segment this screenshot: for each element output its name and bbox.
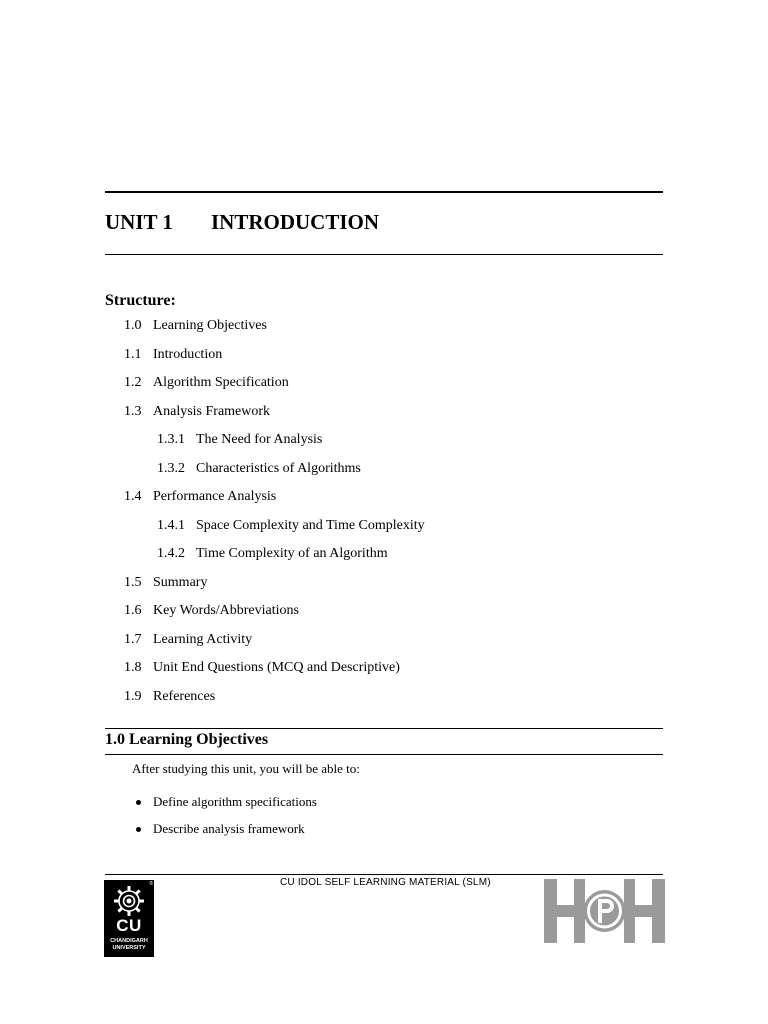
structure-item-label: References [153, 689, 216, 704]
structure-item-number: 1.4.1 [157, 518, 185, 533]
bullet-dot-icon [136, 800, 141, 805]
registered-mark: ® [149, 881, 153, 887]
section-bottom-rule [105, 754, 663, 755]
structure-item [124, 688, 215, 706]
structure-item [124, 631, 252, 649]
structure-item-number: 1.8 [124, 660, 142, 675]
structure-heading: Structure: [105, 292, 176, 309]
structure-item-number: 1.4.2 [157, 546, 185, 561]
footer-rule [105, 874, 663, 875]
structure-item-label: Space Complexity and Time Complexity [196, 518, 425, 533]
structure-item-number: 1.3 [124, 404, 142, 419]
structure-item-number: 1.9 [124, 689, 142, 704]
objective-text: Define algorithm specifications [153, 794, 317, 809]
structure-item-number: 1.3.1 [157, 432, 185, 447]
structure-item [157, 460, 361, 478]
structure-item-label: Learning Activity [153, 632, 253, 647]
title-bottom-rule [105, 254, 663, 255]
structure-item [124, 602, 299, 620]
structure-item [124, 659, 400, 677]
structure-item-label: Analysis Framework [153, 404, 271, 419]
chandigarh-university-logo [104, 880, 154, 957]
structure-item-label: Time Complexity of an Algorithm [196, 546, 388, 561]
structure-item [124, 403, 270, 421]
objective-bullet [136, 821, 305, 837]
structure-item-number: 1.3.2 [157, 461, 185, 476]
structure-item [124, 317, 267, 335]
structure-item-number: 1.7 [124, 632, 142, 647]
structure-item-label: Unit End Questions (MCQ and Descriptive) [153, 660, 400, 675]
section-heading: 1.0 Learning Objectives [105, 731, 269, 748]
structure-item [124, 574, 207, 592]
structure-item-number: 1.5 [124, 575, 142, 590]
bullet-dot-icon [136, 827, 141, 832]
footer-text: CU IDOL SELF LEARNING MATERIAL (SLM) [280, 877, 491, 888]
structure-item-label: Learning Objectives [153, 318, 267, 333]
structure-item-label: Performance Analysis [153, 489, 277, 504]
structure-item [157, 545, 388, 563]
structure-item-label: Key Words/Abbreviations [153, 603, 299, 618]
structure-item [124, 488, 276, 506]
objective-text: Describe analysis framework [153, 821, 305, 836]
unit-name: INTRODUCTION [211, 210, 380, 234]
logo-university-name [104, 938, 154, 952]
objectives-intro: After studying this unit, you will be able to: [132, 761, 360, 776]
logo-abbr: CU [116, 916, 142, 935]
section-top-rule [105, 728, 663, 729]
gear-emblem-icon [112, 884, 146, 918]
structure-item-number: 1.0 [124, 318, 142, 333]
top-rule [105, 191, 663, 193]
structure-item-number: 1.4 [124, 489, 142, 504]
structure-item [124, 346, 222, 364]
structure-item [157, 517, 425, 535]
logo-name-line2: UNIVERSITY [112, 945, 146, 951]
structure-item [157, 431, 322, 449]
structure-item-label: Algorithm Specification [153, 375, 289, 390]
structure-item-label: The Need for Analysis [196, 432, 323, 447]
structure-item-number: 1.1 [124, 347, 142, 362]
unit-title [105, 210, 379, 235]
structure-item-label: Summary [153, 575, 208, 590]
structure-item [124, 374, 289, 392]
structure-item-label: Characteristics of Algorithms [196, 461, 361, 476]
structure-item-number: 1.2 [124, 375, 142, 390]
structure-item-label: Introduction [153, 347, 223, 362]
unit-label: UNIT 1 [105, 210, 173, 234]
hph-publisher-logo [544, 879, 665, 943]
objective-bullet [136, 794, 317, 810]
structure-item-number: 1.6 [124, 603, 142, 618]
logo-name-line1: CHANDIGARH [110, 938, 148, 944]
